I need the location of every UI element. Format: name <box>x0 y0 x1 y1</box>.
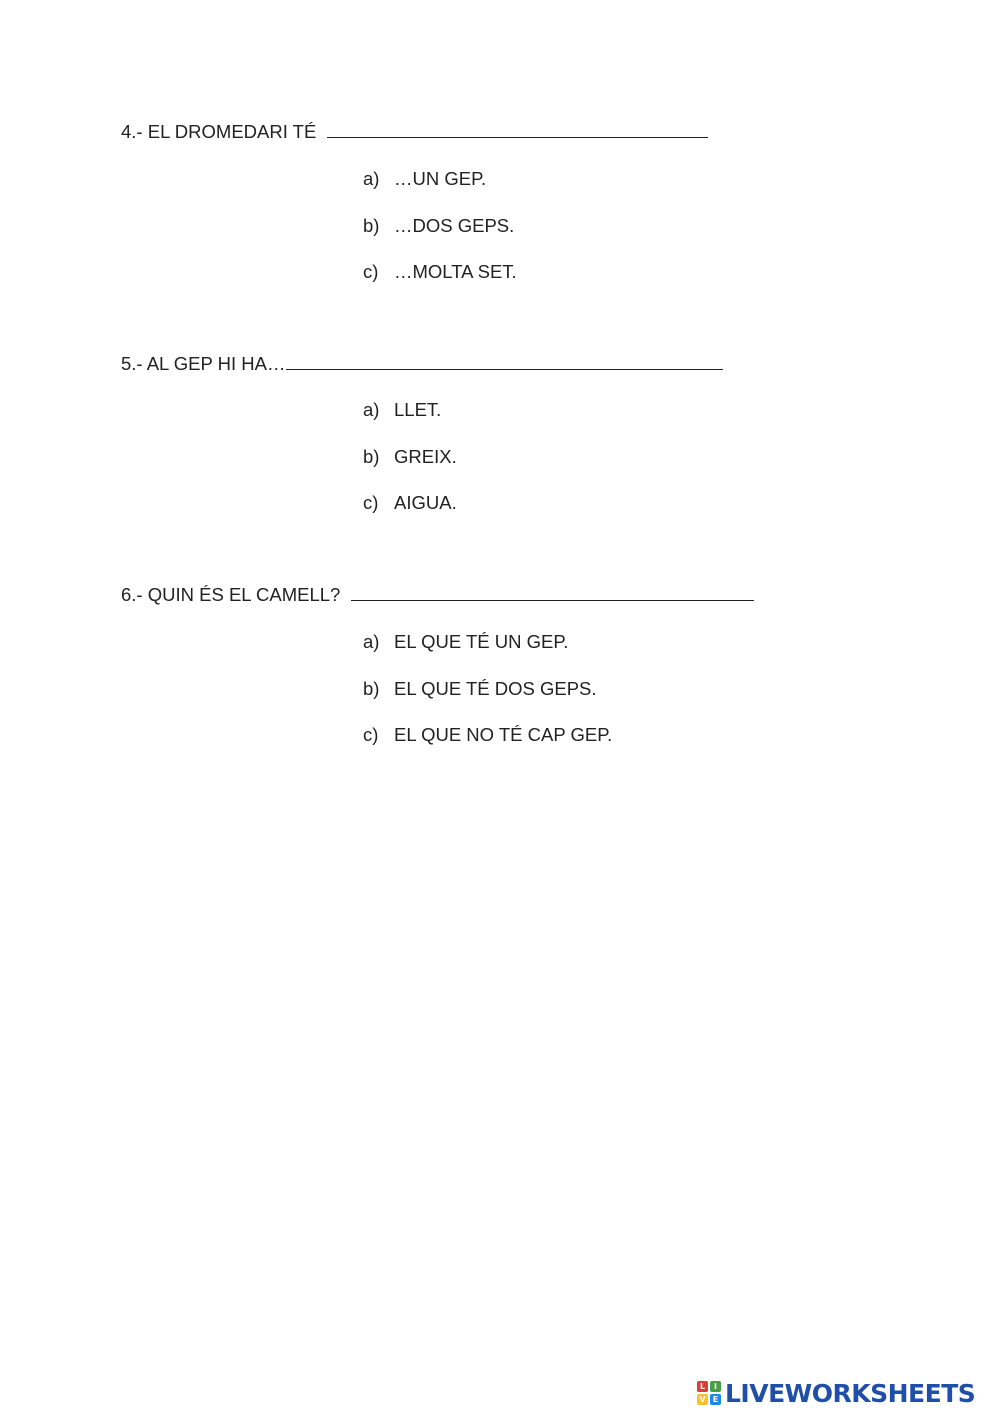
question-4-answer-blank[interactable] <box>327 120 708 138</box>
option-4c[interactable] <box>363 260 517 284</box>
option-text: …UN GEP. <box>394 168 487 189</box>
question-5-options <box>363 398 457 538</box>
question-4 <box>121 120 708 144</box>
option-text: LLET. <box>394 399 442 420</box>
option-4b[interactable] <box>363 214 517 238</box>
logo-cell-e: E <box>710 1394 721 1405</box>
question-5-prompt: 5.- AL GEP HI HA… <box>121 353 286 374</box>
logo-cell-v: V <box>697 1394 708 1405</box>
option-letter: a) <box>363 399 380 420</box>
option-letter: c) <box>363 261 379 282</box>
option-text: …DOS GEPS. <box>394 214 515 236</box>
question-4-prompt: 4.- EL DROMEDARI TÉ <box>121 121 317 142</box>
liveworksheets-logo <box>697 1378 975 1408</box>
option-text: EL QUE NO TÉ CAP GEP. <box>394 724 613 745</box>
option-letter: a) <box>363 168 380 189</box>
option-letter: b) <box>363 445 380 467</box>
option-letter: a) <box>363 631 380 652</box>
option-6b[interactable] <box>363 677 612 701</box>
option-5c[interactable] <box>363 491 457 515</box>
logo-cell-l: L <box>697 1381 708 1392</box>
option-6c[interactable] <box>363 723 612 747</box>
option-text: GREIX. <box>394 445 457 467</box>
option-text: …MOLTA SET. <box>394 261 517 282</box>
question-6-prompt: 6.- QUIN ÉS EL CAMELL? <box>121 584 341 605</box>
question-4-options <box>363 167 517 307</box>
question-6 <box>121 583 754 607</box>
logo-brand-text: LIVEWORKSHEETS <box>725 1378 976 1408</box>
option-text: EL QUE TÉ UN GEP. <box>394 631 569 652</box>
option-letter: c) <box>363 724 379 745</box>
option-letter: c) <box>363 492 379 513</box>
question-6-answer-blank[interactable] <box>351 583 754 601</box>
option-letter: b) <box>363 677 380 699</box>
option-6a[interactable] <box>363 630 612 654</box>
option-5a[interactable] <box>363 398 457 422</box>
option-5b[interactable] <box>363 445 457 469</box>
option-text: EL QUE TÉ DOS GEPS. <box>394 677 597 699</box>
logo-mark-icon <box>697 1381 721 1405</box>
question-6-options <box>363 630 612 770</box>
option-letter: b) <box>363 214 380 236</box>
question-5 <box>121 352 723 376</box>
logo-cell-i: I <box>710 1381 721 1392</box>
option-text: AIGUA. <box>394 492 457 513</box>
question-5-answer-blank[interactable] <box>286 352 723 370</box>
option-4a[interactable] <box>363 167 517 191</box>
